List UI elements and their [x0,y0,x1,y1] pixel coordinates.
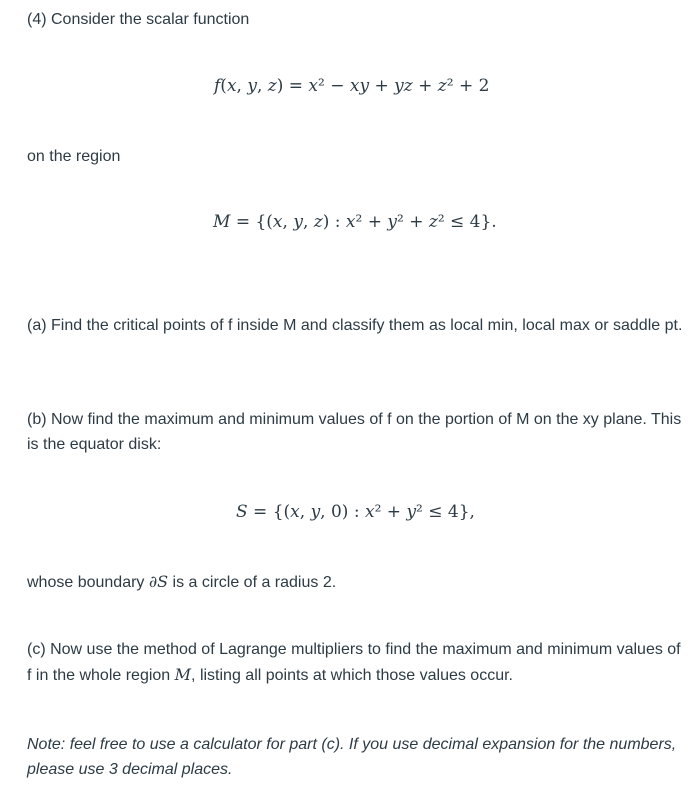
region-equation: M = {(x, y, z) : x² + y² + z² ≤ 4}. [213,212,497,232]
part-c-text [27,637,687,688]
part-a-text: (a) Find the critical points of f inside M and classify them as local min, local max or saddle pt. [27,317,683,334]
part-c-text-pre: (c) Now use the method of Lagrange multipliers to find the maximum and minimum values of f in the whole region [27,641,681,684]
boundary-symbol: ∂S [148,572,169,591]
region-intro: on the region [27,148,121,165]
part-b-text: (b) Now find the maximum and minimum values of f on the portion of M on the xy plane. This is the equator disk: [27,411,682,453]
region-symbol: M [174,665,192,684]
calculator-note: Note: feel free to use a calculator for part (c). If you use decimal expansion for the numbers, please use 3 decimal places. [27,736,677,778]
boundary-text-pre: whose boundary [27,574,149,591]
boundary-text-post: is a circle of a radius 2. [168,574,337,591]
problem-intro: (4) Consider the scalar function [27,11,250,28]
boundary-text [27,569,336,595]
part-c-text-post: , listing all points at which those values occur. [191,667,513,684]
function-equation: f(x, y, z) = x² − xy + yz + z² + 2 [214,76,490,96]
disk-equation: S = {(x, y, 0) : x² + y² ≤ 4}, [236,502,475,522]
